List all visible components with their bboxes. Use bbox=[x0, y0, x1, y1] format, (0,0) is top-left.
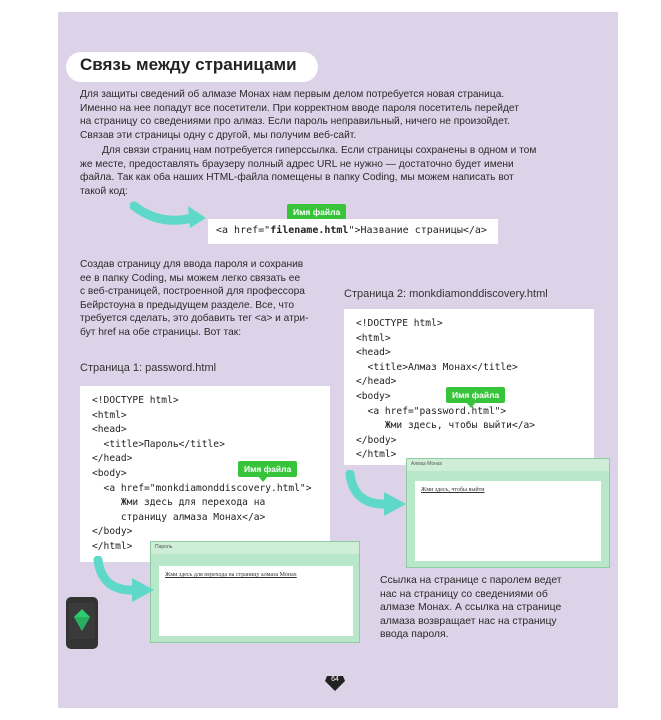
text-line: файла. Так как оба наших HTML-файла помещены в папку Coding, мы можем написать вот bbox=[80, 172, 514, 184]
text-line: нас на страницу со сведениями об bbox=[380, 588, 548, 600]
code-line: <head> bbox=[92, 424, 127, 436]
code-line: <a href="password.html"> bbox=[356, 405, 507, 417]
code-fragment: <a href=" bbox=[216, 225, 271, 236]
code-line: <body> bbox=[356, 390, 391, 402]
text-line: Создав страницу для ввода пароля и сохранив bbox=[80, 259, 304, 270]
code-example bbox=[208, 219, 498, 244]
code-line: Жми здесь для перехода на bbox=[92, 497, 266, 509]
intro-paragraph bbox=[80, 88, 585, 142]
code-line: <!DOCTYPE html> bbox=[92, 395, 179, 406]
caption bbox=[380, 574, 595, 642]
arrow-icon bbox=[344, 470, 410, 520]
code-line: </head> bbox=[356, 376, 397, 388]
code-line: </html> bbox=[356, 449, 397, 461]
filename-badge: Имя файла bbox=[238, 461, 297, 477]
text-line: требуется сделать, это добавить тег <a> и атри- bbox=[80, 313, 309, 325]
code-line: <title>Алмаз Монах</title> bbox=[356, 361, 518, 373]
text-line: ее в папку Coding, мы можем легко связать ее bbox=[80, 272, 301, 284]
page1-label: Страница 1: password.html bbox=[80, 362, 217, 374]
code-line: <a href="monkdiamonddiscovery.html"> bbox=[92, 482, 312, 494]
browser-tab: Алмаз Монах bbox=[407, 459, 609, 471]
browser-link[interactable]: Жми здесь, чтобы выйти bbox=[415, 481, 601, 561]
code-line: <!DOCTYPE html> bbox=[356, 318, 443, 329]
text-line: Связав эти страницы одну с другой, мы получим веб-сайт. bbox=[80, 129, 357, 141]
text-line: Ссылка на странице с паролем ведет bbox=[380, 575, 562, 586]
browser-window bbox=[150, 541, 360, 643]
filename-badge: Имя файла bbox=[287, 204, 346, 220]
code-line: <html> bbox=[356, 332, 391, 344]
arrow-icon bbox=[130, 200, 208, 232]
code-line: Жми здесь, чтобы выйти</a> bbox=[356, 420, 536, 432]
code-fragment: ">Название страницы</a> bbox=[348, 225, 487, 236]
browser-tab: Пароль bbox=[151, 542, 359, 554]
phone-diamond-icon bbox=[64, 595, 102, 653]
text-line: алмазе Монах. А ссылка на странице bbox=[380, 602, 562, 614]
code-line: </head> bbox=[92, 453, 133, 465]
filename-badge: Имя файла bbox=[446, 387, 505, 403]
code-line: <body> bbox=[92, 467, 127, 479]
code-line: <head> bbox=[356, 347, 391, 359]
browser-window bbox=[406, 458, 610, 568]
text-line: алмаза возвращает нас на страницу bbox=[380, 615, 557, 627]
code-line: </body> bbox=[356, 434, 397, 446]
text-line: Для защиты сведений об алмазе Монах нам первым делом потребуется новая страница. bbox=[80, 89, 505, 100]
text-line: такой код: bbox=[80, 185, 128, 197]
page-number: 64 bbox=[331, 676, 339, 683]
text-line: Для связи страниц нам потребуется гиперссылка. Если страницы сохранены в одном и том bbox=[102, 145, 537, 156]
hyperlink-paragraph bbox=[80, 144, 585, 198]
code-line: <title>Пароль</title> bbox=[92, 438, 225, 450]
code-line: страницу алмаза Монах</a> bbox=[92, 511, 266, 523]
text-line: ввода пароля. bbox=[380, 629, 449, 641]
code-line: <html> bbox=[92, 409, 127, 421]
code-line: </body> bbox=[92, 526, 133, 538]
explanation-paragraph bbox=[80, 258, 342, 340]
text-line: же месте, предоставлять браузеру полный адрес URL не нужно — достаточно будет имени bbox=[80, 158, 514, 170]
code-line: </html> bbox=[92, 540, 133, 552]
text-line: на страницу со сведениями про алмаз. Если пароль неправильный, ничего не произойдет. bbox=[80, 116, 510, 128]
browser-link[interactable]: Жми здесь для перехода на страницу алмаза Монах bbox=[159, 566, 353, 636]
page-title: Связь между страницами bbox=[66, 52, 318, 82]
text-line: бут href на обе страницы. Вот так: bbox=[80, 326, 242, 338]
page2-label: Страница 2: monkdiamonddiscovery.html bbox=[344, 288, 548, 300]
text-line: Бейрстоуна в предыдущем разделе. Все, что bbox=[80, 299, 295, 311]
text-line: Именно на нее попадут все посетители. При корректном вводе пароля посетитель перейдет bbox=[80, 102, 519, 114]
text-line: с веб-страницей, построенной для профессора bbox=[80, 286, 305, 298]
code-filename: filename.html bbox=[270, 225, 349, 236]
